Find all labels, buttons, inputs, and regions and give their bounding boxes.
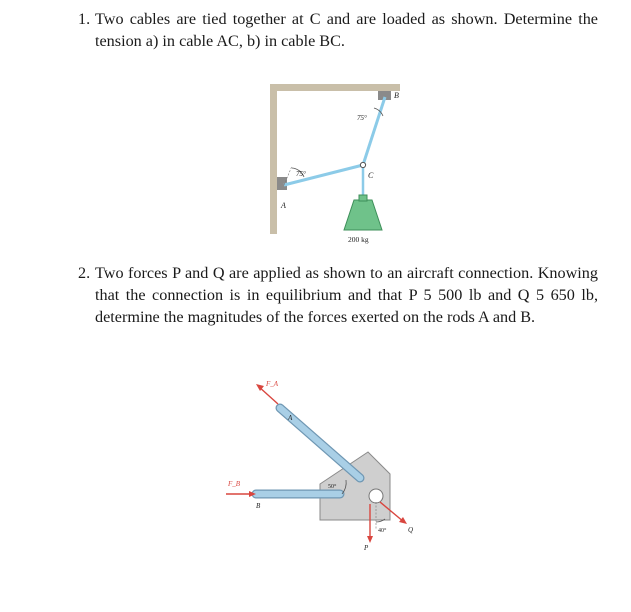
weight bbox=[344, 200, 382, 230]
weight-hook bbox=[359, 195, 367, 201]
angle-label-b: 75° bbox=[357, 114, 367, 122]
label-c: C bbox=[368, 171, 374, 180]
label-b: B bbox=[256, 502, 261, 510]
pin bbox=[369, 489, 383, 503]
cable-figure bbox=[270, 82, 410, 252]
problem-2 bbox=[78, 262, 598, 328]
label-a: A bbox=[288, 414, 293, 422]
label-fb: F_B bbox=[228, 480, 241, 488]
figure-wall bbox=[270, 84, 277, 234]
label-b: B bbox=[394, 91, 399, 100]
angle-label-40: 40° bbox=[378, 528, 387, 534]
mass-label: 200 kg bbox=[348, 235, 369, 244]
label-fa: F_A bbox=[266, 380, 279, 388]
problem-1-number: 1. bbox=[78, 10, 91, 28]
ring-c bbox=[360, 162, 365, 167]
figure-ceiling bbox=[270, 84, 400, 91]
problem-2-text: Two forces P and Q are applied as shown to an aircraft connection. Knowing that the connection is in equilibrium and that P 5 500 lb and Q 5 650 lb, determine the magnitudes of the forces exerted on the rods A and B. bbox=[95, 264, 598, 326]
problem-1 bbox=[78, 8, 598, 52]
cable-bc bbox=[363, 97, 385, 165]
label-q: Q bbox=[408, 526, 414, 534]
force-p-head bbox=[367, 536, 373, 543]
label-p: P bbox=[364, 544, 369, 552]
angle-label-50: 50° bbox=[328, 484, 337, 490]
connection-figure bbox=[220, 372, 420, 554]
angle-label-a: 75° bbox=[296, 170, 306, 178]
problem-1-text: Two cables are tied together at C and are loaded as shown. Determine the tension a) in cable AC, b) in cable BC. bbox=[95, 10, 598, 50]
label-a: A bbox=[281, 201, 286, 210]
problem-2-number: 2. bbox=[78, 264, 91, 282]
